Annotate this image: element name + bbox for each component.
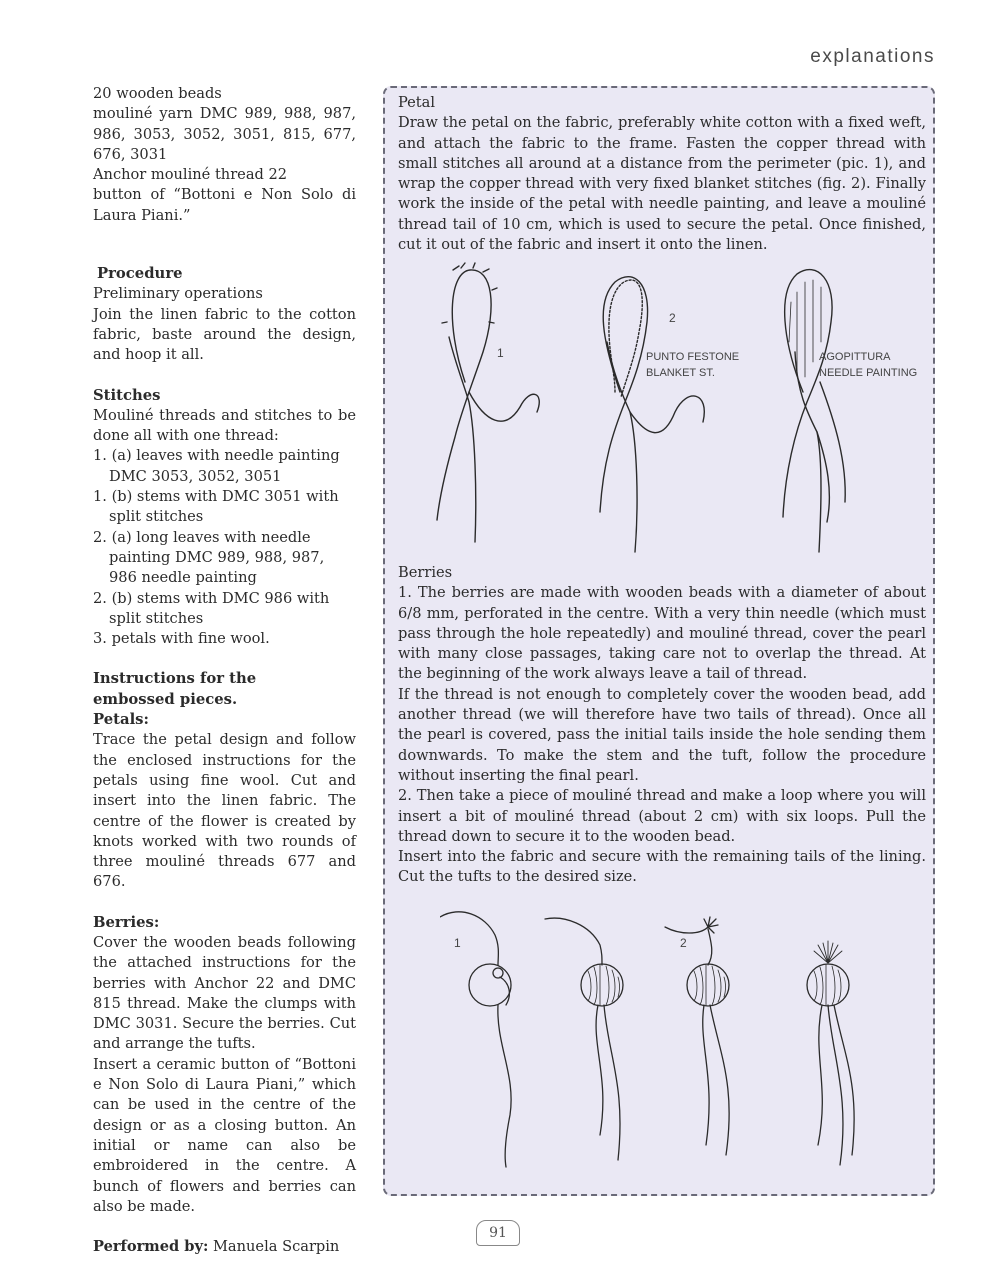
bead-finished-drawing	[807, 941, 854, 1165]
material-item: Anchor mouliné thread 22	[93, 166, 288, 184]
embossed-heading-line1: Instructions for the	[93, 670, 257, 688]
material-item: 20 wooden beads	[93, 85, 222, 102]
stitches-heading: Stitches	[93, 386, 161, 404]
berry-fig-num-1: 1	[454, 936, 461, 950]
berries-heading: Berries:	[93, 913, 160, 931]
berries-paragraph: Insert into the fabric and secure with the remaining tails of the lining. Cut the tufts to the desired size.	[398, 848, 926, 886]
bead-tuft-loop-drawing	[665, 917, 729, 1155]
page-number: 91	[476, 1220, 520, 1246]
berries-paragraph: If the thread is not enough to completely cover the wooden bead, add another thread (we will therefore have two tails of thread). Once all the pearl is covered, pass the initial tails inside the hole sending them downwards. To make the stem and the tuft, follow the procedure without inserting the final pearl.	[398, 685, 926, 784]
label-blanket-stitch: BLANKET ST.	[646, 367, 715, 379]
berries-section	[398, 563, 926, 888]
list-item: 2. (a) long leaves with needle painting DMC 989, 988, 987, 986 needle painting	[93, 528, 325, 587]
list-item: 3. petals with fine wool.	[93, 630, 270, 648]
left-column	[93, 84, 356, 1257]
list-item: 1. (b) stems with DMC 3051 with split stitches	[93, 488, 339, 526]
berries-heading: Berries	[398, 564, 453, 581]
bead-wrapped-drawing	[545, 918, 623, 1160]
petal-wire-drawing	[437, 263, 539, 542]
credit	[93, 1237, 356, 1257]
berries-paragraph: 1. The berries are made with wooden beads with a diameter of about 6/8 mm, perforated in the centre. With a very thin needle (which must pass through the hole repeatedly) and mouliné thread, cover the pearl with many close passages, taking care not to overlap the thread. At the beginning of the work always leave a tail of thread.	[398, 584, 926, 683]
stitches-list	[93, 446, 356, 649]
embossed-heading-line2: embossed pieces.	[93, 690, 238, 708]
list-item: 1. (a) leaves with needle painting DMC 3053, 3052, 3051	[93, 447, 340, 485]
berries-text: Cover the wooden beads following the attached instructions for the berries with Anchor 22 and DMC 815 thread. Make the clumps with DMC 3031. Secure the berries. Cut and arrange the tufts.	[93, 933, 356, 1053]
label-agopittura: AGOPITTURA	[819, 351, 891, 363]
petal-illustration	[425, 262, 930, 562]
material-item: button of “Bottoni e Non Solo di Laura Piani.”	[93, 186, 356, 224]
procedure-heading: Procedure	[97, 265, 183, 283]
petal-section	[398, 93, 926, 255]
section-header: explanations	[810, 46, 935, 67]
credit-label: Performed by:	[93, 1238, 209, 1256]
preliminary-heading: Preliminary operations	[93, 285, 263, 303]
petal-fig-num-1: 1	[497, 346, 504, 360]
petal-text: Draw the petal on the fabric, preferably white cotton with a fixed weft, and attach the fabric to the frame. Fasten the copper thread with small stitches all around at a distance from the perimeter (pic. 1), and wrap the copper thread with very fixed blanket stitches (fig. 2). Finally work the inside of the petal with needle painting, and leave a mouliné thread tail of 10 cm, which is used to secure the petal. Once finished, cut it out of the fabric and insert it onto the linen.	[398, 114, 926, 254]
berry-fig-num-2: 2	[680, 936, 687, 950]
berry-illustration	[440, 905, 880, 1175]
material-item: mouliné yarn DMC 989, 988, 987, 986, 3053, 3052, 3051, 815, 677, 676, 3031	[93, 105, 356, 163]
button-text: Insert a ceramic button of “Bottoni e Non Solo di Laura Piani,” which can be used in the centre of the design or as a closing button. An initial or name can also be embroidered in the centre. A bunch of flowers and berries can also be made.	[93, 1055, 356, 1215]
credit-name: Manuela Scarpin	[212, 1238, 340, 1256]
stitches-intro: Mouliné threads and stitches to be done all with one thread:	[93, 406, 356, 445]
label-punto-festone: PUNTO FESTONE	[646, 351, 740, 363]
label-needle-painting: NEEDLE PAINTING	[819, 367, 918, 379]
petals-text: Trace the petal design and follow the enclosed instructions for the petals using fine wool. Cut and insert into the linen fabric. The centre of the flower is created by knots worked with two rounds of three mouliné threads 677 and 676.	[93, 731, 356, 891]
petal-blanket-drawing	[600, 277, 704, 552]
berries-paragraph: 2. Then take a piece of mouliné thread and make a loop where you will insert a bit of mouliné thread (about 2 cm) with six loops. Pull the thread down to secure it to the wooden bead.	[398, 787, 926, 845]
petal-fig-num-2: 2	[669, 311, 676, 325]
preliminary-text: Join the linen fabric to the cotton fabric, baste around the design, and hoop it all.	[93, 305, 356, 364]
petal-heading: Petal	[398, 94, 436, 111]
petals-heading: Petals:	[93, 711, 149, 729]
list-item: 2. (b) stems with DMC 986 with split stitches	[93, 589, 330, 627]
petal-needlepaint-drawing	[783, 270, 845, 552]
bead-plain-drawing	[440, 912, 511, 1167]
